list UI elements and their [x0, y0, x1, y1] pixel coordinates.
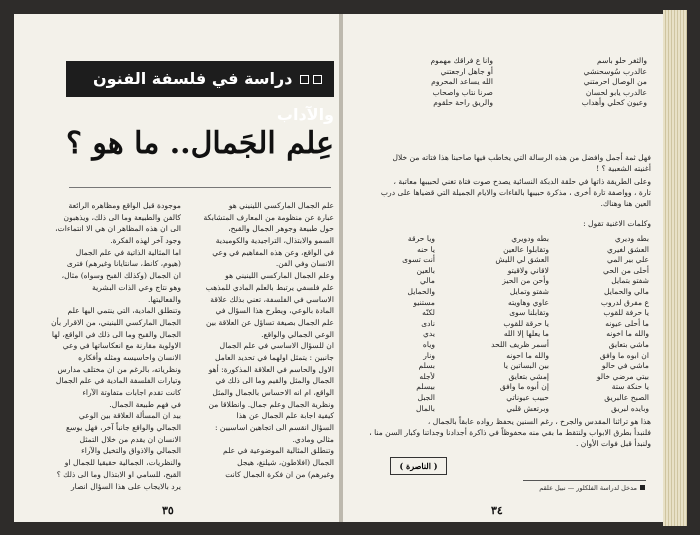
verse-line: يدي [422, 329, 435, 339]
text-line: المادة بالوعي، ويطرح هذا السؤال في [215, 306, 334, 316]
text-line: في الواقع، وعن هذه المفاهيم في وعي [212, 247, 334, 257]
verse-line: الصبح عالبريق [604, 392, 649, 402]
verse-line: بيسلم [416, 382, 435, 392]
text-line: وهو نتاج وعي الذات البشرية [92, 282, 181, 292]
verse-line: ما يعلها إلا الله [503, 329, 549, 339]
text-line: الى ان هذه المظاهر ان هي الا انتماءات، [55, 224, 181, 234]
text-line: فلنبدأ بطرق الابواب ولنتقط ما بقي منه محفوظاً في ذاكرة أجدادنا وجداتنا وكبار السن منا ، [369, 428, 651, 437]
column-left [36, 200, 181, 492]
verse-line: إمشي بتعايق [508, 371, 549, 381]
verse-line: ع مفرق لدروب [600, 297, 649, 307]
column-right [186, 200, 334, 481]
verse-line: شفتو وتمايل [509, 286, 549, 296]
text-line: هذا هو تراثنا المقدس والجرح ، رغم السنين يحفظ رواده عابقاً بالجمال ، [427, 417, 651, 426]
verse-line: الله يساعد المحروم [431, 77, 493, 87]
text-line: أغنيته الشعبية ؟ ! [596, 164, 651, 173]
text-line: اما المثالية الذاتية في علم الجمال [75, 247, 181, 257]
text-line: مثالي ومادي. [292, 434, 334, 444]
text-line: عبارة عن منظومة من المعارف المتشابكة [203, 212, 334, 222]
text-line: الاولوية مقارنة مع انعكاساتها في وعي [62, 341, 181, 351]
banner-squares [298, 69, 334, 88]
verse-line: أسمر ظريف اللحد [491, 339, 549, 349]
text-line: الانسان واحاسيسه ومثله وأفكاره [78, 352, 181, 362]
verse-line: مالي والحمايل [604, 286, 649, 296]
paragraph-4 [361, 416, 651, 449]
verse-line: وتقابلنا سوى [509, 308, 549, 318]
verse-line: العشق لغيري [606, 244, 649, 254]
verse-line: ماشي بتعايق [608, 339, 649, 349]
paragraph-3 [361, 218, 651, 229]
verse-line: لاقاني ولاقيتو [507, 265, 549, 275]
text-line: الانسان ان يقدم من خلال التمثل [79, 434, 181, 444]
verse-line: بسلم [418, 361, 435, 371]
verse-line: علي بير المي [607, 255, 649, 265]
paragraph-1 [361, 152, 651, 174]
text-line: بيد ان المسألة العلاقة بين الوعي [78, 411, 181, 421]
verse-line: وبايده لبريق [611, 403, 649, 413]
verse-lyrics-left [365, 234, 435, 414]
text-line: علم الجمال بصيغة تساؤل عن العلاقة بين [205, 317, 334, 327]
verse-line: والله ما احونه [506, 350, 549, 360]
text-line: الواقع، ام انه الاحساس بالجمال والمثل [212, 388, 334, 397]
text-line: الاول والحاسم في العلاقة المذكورة: أهو [208, 364, 334, 374]
verse-line: عالدرب سُوسحنشي [583, 66, 647, 76]
text-line: الجمال والقبح وما الى ذلك في الواقع، لها [51, 329, 181, 339]
left-page [14, 14, 340, 522]
text-line: الجمالي والواقع جانباً آخر، فهل يوسع [65, 423, 181, 433]
verse-line: ونار [423, 350, 435, 360]
text-line: الجمال الماركسي اللينيني، من الاقرار بأن [51, 317, 181, 327]
text-line: والفعاليتها. [147, 294, 181, 304]
section-banner [66, 61, 334, 124]
text-line: كيفية اجابة علم الجمال عن هذا [236, 411, 334, 421]
text-line: كالفن والطبيعة وما الى ذلك، ويذهبون [63, 212, 181, 222]
text-line: موجودة قبل الواقع ومظاهره الرائعة [68, 201, 181, 210]
text-line: يرد بالايجاب على هذا السؤال انصار [70, 481, 181, 491]
verse-line: الجبل [417, 392, 435, 402]
text-line: ولنبدأ قبل فوات الأوان . [575, 439, 651, 448]
text-line: ونظرياته، بالرغم من ان مختلف مدارس [57, 364, 181, 374]
verse-line: وبرتعش قلبي [506, 403, 549, 413]
verse-line: أو جاهل ارجعتني [440, 66, 493, 76]
verse-line: بطه ودويري [511, 234, 549, 243]
text-line: الجمالي والاذواق والتخيل والآراء [81, 446, 181, 456]
text-line: وغيرهم) من ان فكرة الجمال كانت [225, 469, 334, 479]
verse-line: صرنا نتاب واصحاب [432, 87, 493, 97]
page-stack-edge [663, 10, 687, 526]
verse-line: يا حرفة للقوب [603, 308, 649, 318]
banner-text: دراسة في فلسفة الفنون والآداب [92, 69, 334, 124]
verse-lyrics-middle [453, 234, 549, 414]
verse-line: لأجله [419, 371, 435, 381]
verse-line: وتقابلوا عالعين [503, 244, 549, 254]
verse-line: من الوصال احرمتني [583, 77, 647, 87]
page-number: ٣٤ [491, 504, 503, 517]
footnote-bullet [640, 485, 645, 490]
text-line: السؤال انقسم الى اتجاهين اساسيين : [214, 423, 334, 433]
verse-line: والثغر حلو باسم [596, 56, 647, 65]
verse-line: حبيب عيوناتي [506, 392, 549, 402]
verse-top-left [363, 56, 493, 109]
text-line: ان الجمال (وكذلك القبح وسواه) مثال، [61, 271, 181, 281]
text-line: وعلى الطريقة ذاتها في حلقة الدبكة النسائية يصدح صوت فتاة تغني لحبيبها معاتبة ، [393, 177, 651, 186]
paragraph-2 [361, 176, 651, 209]
text-line: الجمال والمثل والقيم وما الى ذلك في [215, 376, 334, 386]
verse-line: يا حنه [417, 244, 435, 254]
verse-line: إن أبوه ما وافق [499, 382, 549, 392]
text-line: وجود آخر لهذه الفكرة. [110, 236, 181, 246]
verse-line: ماشي في حالو [601, 361, 649, 371]
text-line: وعلم الجمال الماركسي اللينيني هو [225, 271, 334, 281]
signature-box: ( الناصرة ) [390, 457, 447, 475]
text-line: علم فلسفي يرتبط بالعلم المادي للمذهب [205, 282, 334, 292]
verse-line: أحلى من الحي [603, 265, 649, 275]
verse-line: بيتي مرضي خالو [596, 371, 649, 381]
footnote-text: مدخل لدراسة الفلكلور — نبيل علقم [539, 484, 637, 492]
title-rule [69, 187, 331, 188]
article-title: عِلم الجَمال.. ما هو ؟ [65, 126, 334, 161]
verse-line: وعيون كحلي وأهداب [581, 98, 647, 108]
verse-line: بالمال [416, 403, 435, 413]
text-line: حول طبيعة وجوهر الجمال والقبح، [228, 224, 334, 234]
text-line: ان للسؤال الاساسي في علم الجمال [219, 341, 334, 351]
verse-line: لكنّه [422, 308, 435, 318]
verse-line: والريق راحة حلقوم [433, 98, 493, 108]
text-line: العين هنا وهناك. [600, 199, 651, 208]
verse-line: شفتو بتمايل [611, 276, 649, 286]
text-line: القبح، للسامي او الابتذال وما الى ذلك ؟ [56, 469, 181, 479]
text-line: (هيوم، كانط، سانتايانا وغيرهم) فترى [66, 259, 181, 269]
text-line: وتنطلق المادية، التي ينتمي اليها علم [67, 306, 181, 316]
verse-line: يا حرقة للقوب [503, 318, 549, 328]
lyrics-intro: وكلمات الاغنية تقول : [583, 219, 651, 228]
verse-line: مالي [419, 276, 435, 286]
text-line: جانبين : يتمثل اولهما في تحديد العامل [215, 352, 334, 362]
text-line: الوعي الجمالي والواقع. [261, 329, 334, 339]
verse-line: مستنيو [413, 297, 435, 307]
text-line: فهل ثمة أجمل وافضل من هذه الرسالة التي يخاطب فيها صاحبنا هذا فتاته من خلال [392, 153, 651, 162]
verse-line: أنت تسوى [402, 255, 435, 265]
verse-line: بالعين [416, 265, 435, 275]
verse-line: بين البساتين يا [503, 361, 549, 371]
text-line: والنظريات، الجمالية حقيقيا للجمال او [64, 458, 181, 468]
verse-line: والله ما اخونه [606, 329, 649, 339]
verse-line: وياه [422, 339, 435, 349]
verse-line: ويا حرقة [407, 234, 435, 243]
verse-line: ما أحلى عيونه [605, 318, 649, 328]
verse-line: وأحن من الحيز [502, 276, 549, 286]
footnote-rule [523, 480, 646, 481]
text-line: الاساسي في الفلسفة، تعني بذلك علاقة [210, 294, 334, 304]
footnote [539, 484, 645, 492]
text-line: في فهم طبيعة الجمال. [109, 399, 181, 409]
text-line: علم الجمال الماركسي اللينيني هو [228, 201, 334, 210]
verse-line: العشق لي الليش [495, 255, 549, 265]
text-line: السمو والابتذال، التراجيدية والكوميدية [215, 236, 334, 246]
text-line: وتنطلق المثالية الموضوعية في علم [223, 446, 334, 456]
verse-line: يا حنكة ستة [611, 382, 649, 392]
verse-line: عاوي وهاويته [508, 297, 549, 307]
right-page [343, 14, 663, 522]
verse-line: نادى [421, 318, 435, 328]
verse-line: والحمايل [407, 286, 435, 296]
text-line: كانت تقدم اجابات متفاوتة الآراء [82, 388, 181, 397]
text-line: تارة ، وواصفة تارة أخرى ، مذكرة حبيبها بالقاءات والايام الجميلة التي قضياها على درب [380, 188, 651, 197]
verse-top-right [515, 56, 647, 109]
text-line: الانسان وفي الفن. [275, 259, 334, 269]
page-number: ٣٥ [162, 504, 174, 517]
verse-line: ان ابوه ما وافق [599, 350, 649, 360]
verse-line: بطه وديري [614, 234, 649, 243]
verse-lyrics-right [561, 234, 649, 414]
text-line: ونظرية الجمال وعلم جمال. وانطلاقا من [208, 399, 334, 409]
text-line: الجمال (افلاطون، شيلنغ، هيجل [237, 458, 334, 468]
text-line: وتيارات الفلسفة المادية في علم الجمال [55, 376, 181, 386]
verse-line: عالدرب يابو لحسان [585, 87, 647, 97]
verse-line: وانا ع فراقك مهموم [430, 56, 493, 65]
